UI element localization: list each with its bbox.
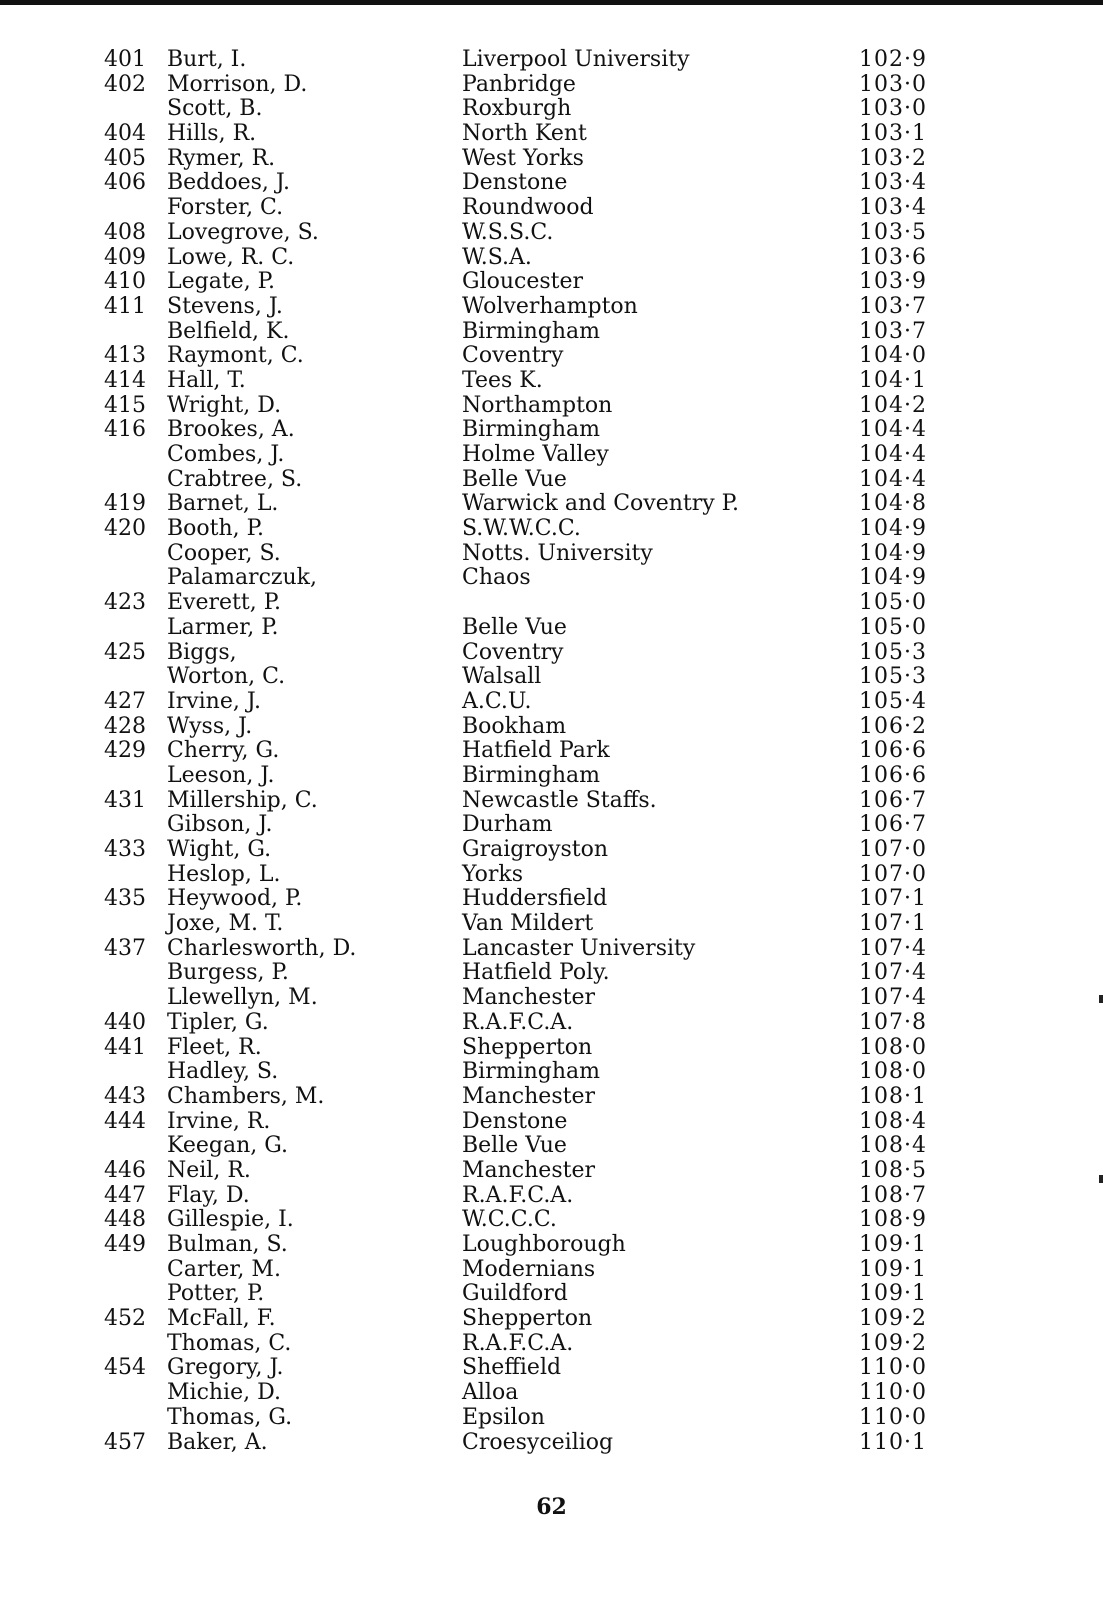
competitor-name: Biggs, xyxy=(167,639,237,665)
result-time: 104·8 xyxy=(859,491,927,517)
result-time: 104·1 xyxy=(859,367,927,393)
club-name: Graigroyston xyxy=(462,837,609,862)
competitor-name: Fleet, R. xyxy=(167,1034,262,1060)
result-time: 104·4 xyxy=(859,466,927,492)
result-row xyxy=(0,147,1103,172)
position-number: 425 xyxy=(104,639,146,665)
club-name: North Kent xyxy=(462,121,587,147)
result-row xyxy=(0,1258,1103,1283)
competitor-name: Irvine, R. xyxy=(167,1108,271,1134)
competitor-name: McFall, F. xyxy=(167,1306,276,1332)
club-name: Alloa xyxy=(462,1380,519,1406)
competitor-name: Belfield, K. xyxy=(167,318,290,344)
position-number: 431 xyxy=(104,787,146,813)
club-name: Notts. University xyxy=(462,540,653,566)
page-number: 62 xyxy=(536,1494,567,1520)
result-row xyxy=(0,1332,1103,1357)
result-time: 105·0 xyxy=(859,614,927,640)
competitor-name: Wight, G. xyxy=(167,837,272,862)
position-number: 414 xyxy=(104,367,146,393)
result-time: 108·4 xyxy=(859,1133,927,1159)
competitor-name: Thomas, C. xyxy=(167,1330,292,1356)
result-time: 110·0 xyxy=(859,1380,927,1406)
result-row xyxy=(0,196,1103,221)
competitor-name: Palamarczuk, xyxy=(167,565,317,591)
club-name: A.C.U. xyxy=(462,688,532,714)
club-name: Gloucester xyxy=(462,269,584,295)
results-list xyxy=(0,48,1103,1455)
competitor-name: Tipler, G. xyxy=(167,1009,269,1035)
competitor-name: Lowe, R. C. xyxy=(167,244,295,270)
club-name: Yorks xyxy=(462,861,523,887)
competitor-name: Bulman, S. xyxy=(167,1232,288,1257)
club-name: W.C.C.C. xyxy=(462,1207,557,1233)
club-name: Denstone xyxy=(462,1108,568,1134)
result-time: 108·4 xyxy=(859,1108,927,1134)
position-number: 428 xyxy=(104,713,146,739)
result-time: 104·9 xyxy=(859,540,927,566)
result-time: 107·1 xyxy=(859,911,927,937)
result-time: 105·0 xyxy=(859,590,927,616)
result-row xyxy=(0,1159,1103,1184)
club-name: Belle Vue xyxy=(462,614,567,640)
competitor-name: Potter, P. xyxy=(167,1281,265,1307)
result-row xyxy=(0,887,1103,912)
competitor-name: Everett, P. xyxy=(167,590,282,616)
result-row xyxy=(0,1085,1103,1110)
competitor-name: Combes, J. xyxy=(167,442,285,467)
result-row xyxy=(0,1406,1103,1431)
club-name: R.A.F.C.A. xyxy=(462,1182,574,1208)
competitor-name: Cooper, S. xyxy=(167,540,281,566)
club-name: Durham xyxy=(462,812,553,838)
club-name: W.S.S.C. xyxy=(462,219,554,245)
result-row xyxy=(0,838,1103,863)
competitor-name: Burt, I. xyxy=(167,47,247,72)
club-name: Chaos xyxy=(462,565,531,591)
competitor-name: Neil, R. xyxy=(167,1157,251,1183)
club-name: Birmingham xyxy=(462,318,601,344)
position-number: 433 xyxy=(104,837,146,862)
result-row xyxy=(0,270,1103,295)
result-row xyxy=(0,48,1103,73)
competitor-name: Flay, D. xyxy=(167,1182,250,1208)
competitor-name: Scott, B. xyxy=(167,96,263,122)
competitor-name: Larmer, P. xyxy=(167,614,279,640)
result-row xyxy=(0,566,1103,591)
result-time: 104·4 xyxy=(859,417,927,443)
competitor-name: Michie, D. xyxy=(167,1380,281,1406)
position-number: 410 xyxy=(104,269,146,295)
result-row xyxy=(0,295,1103,320)
club-name: Huddersfield xyxy=(462,886,608,912)
result-time: 104·2 xyxy=(859,392,927,418)
result-row xyxy=(0,542,1103,567)
competitor-name: Thomas, G. xyxy=(167,1404,293,1430)
result-row xyxy=(0,863,1103,888)
result-row xyxy=(0,616,1103,641)
result-row xyxy=(0,715,1103,740)
result-row xyxy=(0,1208,1103,1233)
result-time: 108·0 xyxy=(859,1059,927,1085)
club-name: Belle Vue xyxy=(462,1133,567,1159)
result-row xyxy=(0,246,1103,271)
position-number: 446 xyxy=(104,1157,146,1183)
result-row xyxy=(0,764,1103,789)
competitor-name: Carter, M. xyxy=(167,1256,281,1282)
result-time: 103·7 xyxy=(859,318,927,344)
position-number: 408 xyxy=(104,219,146,245)
position-number: 405 xyxy=(104,145,146,171)
competitor-name: Gregory, J. xyxy=(167,1355,284,1381)
position-number: 404 xyxy=(104,121,146,147)
club-name: Newcastle Staffs. xyxy=(462,787,657,813)
club-name: Tees K. xyxy=(462,367,543,393)
result-time: 110·0 xyxy=(859,1404,927,1430)
competitor-name: Hall, T. xyxy=(167,367,246,393)
top-edge-rule xyxy=(0,0,1103,5)
result-row xyxy=(0,690,1103,715)
club-name: Denstone xyxy=(462,170,568,196)
competitor-name: Crabtree, S. xyxy=(167,466,303,492)
club-name: West Yorks xyxy=(462,145,584,171)
position-number: 419 xyxy=(104,491,146,517)
club-name: Roundwood xyxy=(462,195,594,221)
result-time: 107·1 xyxy=(859,886,927,912)
result-time: 108·7 xyxy=(859,1182,927,1208)
position-number: 457 xyxy=(104,1429,146,1455)
result-row xyxy=(0,97,1103,122)
result-time: 110·0 xyxy=(859,1355,927,1381)
result-row xyxy=(0,1233,1103,1258)
position-number: 444 xyxy=(104,1108,146,1134)
competitor-name: Heslop, L. xyxy=(167,861,281,887)
club-name: Roxburgh xyxy=(462,96,572,122)
result-time: 109·2 xyxy=(859,1330,927,1356)
position-number: 449 xyxy=(104,1232,146,1257)
result-row xyxy=(0,418,1103,443)
competitor-name: Chambers, M. xyxy=(167,1083,325,1109)
club-name: Loughborough xyxy=(462,1232,626,1257)
result-row xyxy=(0,369,1103,394)
club-name: Sheffield xyxy=(462,1355,562,1381)
competitor-name: Hills, R. xyxy=(167,121,257,147)
result-row xyxy=(0,221,1103,246)
competitor-name: Forster, C. xyxy=(167,195,284,221)
competitor-name: Stevens, J. xyxy=(167,293,283,319)
result-time: 104·0 xyxy=(859,343,927,369)
result-time: 106·7 xyxy=(859,787,927,813)
club-name: Hatfield Park xyxy=(462,738,610,764)
result-row xyxy=(0,122,1103,147)
competitor-name: Rymer, R. xyxy=(167,145,276,171)
result-time: 107·8 xyxy=(859,1009,927,1035)
position-number: 409 xyxy=(104,244,146,270)
club-name: Panbridge xyxy=(462,71,576,97)
result-time: 105·3 xyxy=(859,639,927,665)
result-time: 103·5 xyxy=(859,219,927,245)
club-name: Belle Vue xyxy=(462,466,567,492)
result-row xyxy=(0,739,1103,764)
result-time: 104·4 xyxy=(859,442,927,467)
position-number: 411 xyxy=(104,293,146,319)
result-row xyxy=(0,1431,1103,1456)
result-row xyxy=(0,73,1103,98)
position-number: 447 xyxy=(104,1182,146,1208)
club-name: R.A.F.C.A. xyxy=(462,1009,574,1035)
result-time: 102·9 xyxy=(859,47,927,72)
result-row xyxy=(0,394,1103,419)
result-row xyxy=(0,468,1103,493)
competitor-name: Lovegrove, S. xyxy=(167,219,319,245)
position-number: 435 xyxy=(104,886,146,912)
club-name: Birmingham xyxy=(462,417,601,443)
result-time: 106·7 xyxy=(859,812,927,838)
competitor-name: Burgess, P. xyxy=(167,960,289,986)
result-row xyxy=(0,1011,1103,1036)
result-time: 106·6 xyxy=(859,762,927,788)
result-time: 109·1 xyxy=(859,1256,927,1282)
result-time: 109·1 xyxy=(859,1232,927,1257)
result-row xyxy=(0,1036,1103,1061)
result-row xyxy=(0,1184,1103,1209)
result-time: 108·0 xyxy=(859,1034,927,1060)
result-row xyxy=(0,813,1103,838)
position-number: 448 xyxy=(104,1207,146,1233)
result-row xyxy=(0,443,1103,468)
competitor-name: Cherry, G. xyxy=(167,738,280,764)
result-time: 108·9 xyxy=(859,1207,927,1233)
club-name: Walsall xyxy=(462,664,542,690)
position-number: 402 xyxy=(104,71,146,97)
result-row xyxy=(0,789,1103,814)
competitor-name: Brookes, A. xyxy=(167,417,295,443)
competitor-name: Llewellyn, M. xyxy=(167,985,318,1011)
result-row xyxy=(0,986,1103,1011)
competitor-name: Legate, P. xyxy=(167,269,276,295)
result-time: 103·0 xyxy=(859,71,927,97)
competitor-name: Worton, C. xyxy=(167,664,286,690)
result-time: 103·4 xyxy=(859,170,927,196)
result-time: 104·9 xyxy=(859,516,927,542)
result-time: 107·4 xyxy=(859,935,927,961)
club-name: Liverpool University xyxy=(462,47,690,72)
result-time: 106·2 xyxy=(859,713,927,739)
competitor-name: Gibson, J. xyxy=(167,812,273,838)
club-name: Epsilon xyxy=(462,1404,545,1430)
competitor-name: Booth, P. xyxy=(167,516,264,542)
result-time: 103·1 xyxy=(859,121,927,147)
competitor-name: Millership, C. xyxy=(167,787,318,813)
competitor-name: Morrison, D. xyxy=(167,71,308,97)
result-row xyxy=(0,171,1103,196)
club-name: Manchester xyxy=(462,1083,595,1109)
result-row xyxy=(0,1134,1103,1159)
position-number: 452 xyxy=(104,1306,146,1332)
result-row xyxy=(0,1381,1103,1406)
result-row xyxy=(0,517,1103,542)
competitor-name: Keegan, G. xyxy=(167,1133,289,1159)
competitor-name: Hadley, S. xyxy=(167,1059,279,1085)
position-number: 416 xyxy=(104,417,146,443)
competitor-name: Leeson, J. xyxy=(167,762,275,788)
result-time: 105·4 xyxy=(859,688,927,714)
competitor-name: Wyss, J. xyxy=(167,713,253,739)
result-time: 103·9 xyxy=(859,269,927,295)
position-number: 437 xyxy=(104,935,146,961)
position-number: 429 xyxy=(104,738,146,764)
position-number: 423 xyxy=(104,590,146,616)
result-time: 107·0 xyxy=(859,861,927,887)
result-row xyxy=(0,1356,1103,1381)
result-row xyxy=(0,492,1103,517)
club-name: Shepperton xyxy=(462,1306,593,1332)
competitor-name: Barnet, L. xyxy=(167,491,279,517)
result-time: 109·2 xyxy=(859,1306,927,1332)
result-row xyxy=(0,937,1103,962)
result-time: 103·0 xyxy=(859,96,927,122)
result-time: 108·1 xyxy=(859,1083,927,1109)
club-name: Manchester xyxy=(462,985,595,1011)
club-name: Coventry xyxy=(462,639,564,665)
result-row xyxy=(0,1282,1103,1307)
club-name: Croesyceiliog xyxy=(462,1429,614,1455)
club-name: Birmingham xyxy=(462,1059,601,1085)
result-time: 103·6 xyxy=(859,244,927,270)
result-row xyxy=(0,1307,1103,1332)
competitor-name: Charlesworth, D. xyxy=(167,935,357,961)
result-time: 106·6 xyxy=(859,738,927,764)
club-name: W.S.A. xyxy=(462,244,532,270)
position-number: 406 xyxy=(104,170,146,196)
result-row xyxy=(0,912,1103,937)
club-name: Birmingham xyxy=(462,762,601,788)
club-name: Guildford xyxy=(462,1281,568,1307)
position-number: 443 xyxy=(104,1083,146,1109)
position-number: 401 xyxy=(104,47,146,72)
result-time: 107·0 xyxy=(859,837,927,862)
club-name: Modernians xyxy=(462,1256,596,1282)
result-row xyxy=(0,1060,1103,1085)
position-number: 427 xyxy=(104,688,146,714)
result-row xyxy=(0,665,1103,690)
club-name: Van Mildert xyxy=(462,911,594,937)
club-name: Holme Valley xyxy=(462,442,609,467)
result-row xyxy=(0,344,1103,369)
club-name: Manchester xyxy=(462,1157,595,1183)
result-time: 107·4 xyxy=(859,960,927,986)
club-name: Warwick and Coventry P. xyxy=(462,491,740,517)
result-row xyxy=(0,1110,1103,1135)
position-number: 454 xyxy=(104,1355,146,1381)
competitor-name: Joxe, M. T. xyxy=(167,911,284,937)
result-time: 103·4 xyxy=(859,195,927,221)
position-number: 415 xyxy=(104,392,146,418)
position-number: 440 xyxy=(104,1009,146,1035)
competitor-name: Gillespie, I. xyxy=(167,1207,294,1233)
result-time: 107·4 xyxy=(859,985,927,1011)
competitor-name: Raymont, C. xyxy=(167,343,304,369)
club-name: Coventry xyxy=(462,343,564,369)
result-row xyxy=(0,641,1103,666)
result-time: 109·1 xyxy=(859,1281,927,1307)
position-number: 441 xyxy=(104,1034,146,1060)
club-name: Shepperton xyxy=(462,1034,593,1060)
competitor-name: Irvine, J. xyxy=(167,688,261,714)
club-name: Wolverhampton xyxy=(462,293,638,319)
result-row xyxy=(0,591,1103,616)
position-number: 413 xyxy=(104,343,146,369)
competitor-name: Beddoes, J. xyxy=(167,170,290,196)
competitor-name: Heywood, P. xyxy=(167,886,303,912)
competitor-name: Baker, A. xyxy=(167,1429,268,1455)
club-name: R.A.F.C.A. xyxy=(462,1330,574,1356)
club-name: Lancaster University xyxy=(462,935,696,961)
competitor-name: Wright, D. xyxy=(167,392,282,418)
club-name: Northampton xyxy=(462,392,613,418)
club-name: S.W.W.C.C. xyxy=(462,516,581,542)
result-time: 110·1 xyxy=(859,1429,927,1455)
club-name: Hatfield Poly. xyxy=(462,960,610,986)
result-time: 103·7 xyxy=(859,293,927,319)
result-time: 103·2 xyxy=(859,145,927,171)
result-row xyxy=(0,961,1103,986)
result-time: 104·9 xyxy=(859,565,927,591)
result-row xyxy=(0,320,1103,345)
position-number: 420 xyxy=(104,516,146,542)
result-time: 105·3 xyxy=(859,664,927,690)
result-time: 108·5 xyxy=(859,1157,927,1183)
club-name: Bookham xyxy=(462,713,567,739)
